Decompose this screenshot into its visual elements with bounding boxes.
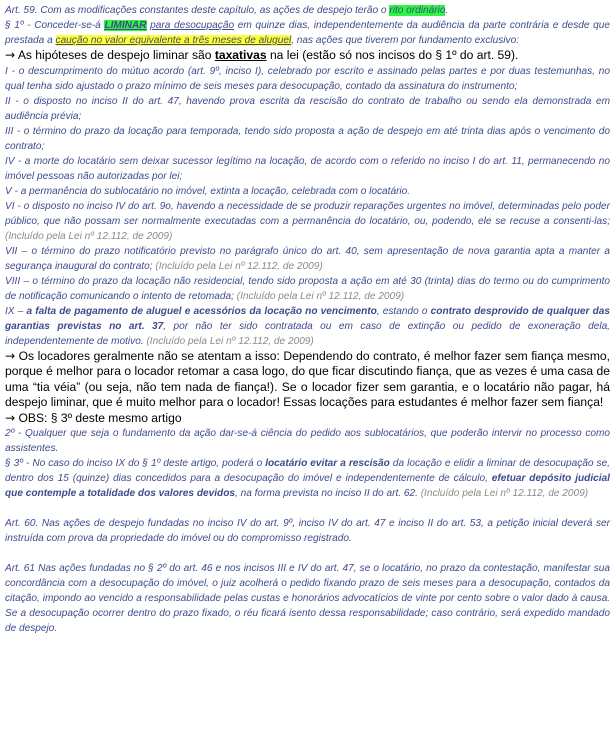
inciso-6-reference: (Incluído pela Lei nº 12.112, de 2009) xyxy=(5,230,173,242)
note2-text: Os locadores geralmente não se atentam a isso: Dependendo do contrato, é melhor fazer sem fiança mesmo, porque é melhor para o locador retomar a casa logo, do que ficar discutindo fiança, que as vezes é uma casa de uma “tia véia” (ou seja, não tem nada de fiança!). Se o locador fizer sem garantia, e o locatário não pagar, há despejo liminar, que é muito melhor para o locador! Essas locações para estudantes é melhor fazer sem fiança! xyxy=(5,348,610,409)
inciso-9-bold-2: contrato desprovido de qualquer das garantias previstas no art. 37 xyxy=(5,305,610,332)
inciso-1: I - o descumprimento do mútuo acordo (art. 9º, inciso I), celebrado por escrito e assinado pelas partes e por duas testemunhas, no qual tenha sido ajustado o prazo mínimo de seis meses para desocupação, contado da assinatura do instrumento; xyxy=(5,65,610,92)
inciso-8-reference: (Incluído pela Lei nº 12.112, de 2009) xyxy=(233,290,405,302)
highlight-rito-ordinario: rito ordinário xyxy=(389,5,446,16)
art60: Art. 60. Nas ações de despejo fundadas no inciso IV do art. 9º, inciso IV do art. 47 e inciso II do art. 53, a petição inicial deverá ser instruída com prova da propriedade do imóvel ou do compromisso registrado. xyxy=(5,518,610,544)
note-taxativas xyxy=(5,48,610,64)
inciso-4: IV - a morte do locatário sem deixar sucessor legítimo na locação, de acordo com o referido no inciso I do art. 11, permanecendo no imóvel pessoas não autorizadas por lei; xyxy=(5,155,610,182)
inciso-9-bold-1: a falta de pagamento de aluguel e acessórios da locação no vencimento xyxy=(26,305,377,317)
p1-underline-desocupacao: para desocupação xyxy=(150,20,235,31)
art59-paragraph-3 xyxy=(5,456,610,501)
note1-text: As hipóteses de despejo liminar são xyxy=(15,48,215,62)
note1-text-2: na lei (estão só nos incisos do § 1º do art. 59). xyxy=(266,48,519,62)
inciso-9-text-2: , por não ter sido contratada ou em caso de extinção ou pedido de exoneração dela, independentemente de motivo. xyxy=(5,320,610,347)
inciso-8-text: VIII – o término do prazo da locação não residencial, tendo sido proposta a ação em até 30 (trinta) dias do termo ou do cumprimento de notificação comunicando o intento de retomada; xyxy=(5,275,610,302)
note-locadores xyxy=(5,349,610,411)
p3-text-2: da locação e elidir a liminar de desocupação se, dentro dos 15 (quinze) dias concedidos para a desocupação do imóvel e independentemente de cálculo, xyxy=(5,458,610,484)
note3-text: OBS: § 3º deste mesmo artigo xyxy=(15,410,182,425)
inciso-8 xyxy=(5,274,610,304)
art59-paragraph-2: 2º - Qualquer que seja o fundamento da ação dar-se-á ciência do pedido aos sublocatários, que poderão intervir no processo como assistentes. xyxy=(5,428,610,454)
art59-paragraph-1 xyxy=(5,18,610,48)
art59-caput xyxy=(5,3,610,18)
arrow-right-icon: → xyxy=(5,410,16,425)
inciso-2: II - o disposto no inciso II do art. 47, havendo prova escrita da rescisão do contrato de trabalho ou sendo ela demonstrada em audiência prévia; xyxy=(5,95,610,122)
inciso-7 xyxy=(5,244,610,274)
p1-text-3: , nas ações que tiverem por fundamento exclusivo: xyxy=(291,35,519,46)
arrow-right-icon: → xyxy=(5,348,16,363)
inciso-9-text: , estando o xyxy=(376,305,431,317)
p3-text-3: , na forma prevista no inciso II do art. 62. xyxy=(234,488,418,499)
p1-text-2: em quinze dias, independentemente da audiência da parte contrária e desde que prestada a xyxy=(5,20,611,46)
highlight-liminar: LIMINAR xyxy=(104,20,147,31)
note1-taxativas: taxativas xyxy=(214,48,267,62)
note-obs xyxy=(5,411,610,427)
art59-caput-text: Art. 59. Com as modificações constantes deste capítulo, as ações de despejo terão o xyxy=(5,5,390,16)
spacer xyxy=(5,546,610,561)
p3-bold-2: efetuar depósito judicial que contemple a totalidade dos valores devidos xyxy=(5,473,610,499)
p1-text: § 1º - Conceder-se-á xyxy=(5,20,105,31)
inciso-5: V - a permanência do sublocatário no imóvel, extinta a locação, celebrada com o locatário. xyxy=(5,185,411,197)
art59-caput-end: . xyxy=(445,5,449,16)
p3-reference: (Incluído pela Lei nº 12.112, de 2009) xyxy=(417,488,589,499)
p3-bold-1: locatário evitar a rescisão xyxy=(265,458,390,469)
p3-text: § 3º - No caso do inciso IX do § 1º deste artigo, poderá o xyxy=(5,458,266,469)
inciso-9 xyxy=(5,304,610,349)
inciso-3: III - o término do prazo da locação para temporada, tendo sido proposta a ação de despejo em até trinta dias após o vencimento do contrato; xyxy=(5,125,610,152)
inciso-7-text: VII – o término do prazo notificatório previsto no parágrafo único do art. 40, sem apresentação de nova garantia apta a manter a segurança inaugural do contrato; xyxy=(5,245,610,272)
arrow-right-icon: → xyxy=(5,48,16,62)
highlight-caucao: caução xyxy=(55,35,89,46)
highlight-valor-caucao: no valor equivalente a três meses de aluguel xyxy=(88,35,292,46)
inciso-7-reference: (Incluído pela Lei nº 12.112, de 2009) xyxy=(152,260,323,272)
spacer xyxy=(5,501,610,516)
art61: Art. 61 Nas ações fundadas no § 2º do art. 46 e nos incisos III e IV do art. 47, se o locatário, no prazo da contestação, manifestar sua concordância com a desocupação do imóvel, o juiz acolherá o pedido fixando prazo de seis meses para a desocupação, contados da citação, impondo ao vencido a responsabilidade pelas custas e honorários advocatícios de vinte por cento sobre o valor dado à causa. Se a desocupação ocorrer dentro do prazo fixado, o réu ficará isento dessa responsabilidade; caso contrário, será expedido mandado de despejo. xyxy=(5,563,610,634)
inciso-9-number: IX – xyxy=(5,305,27,317)
inciso-6-text: VI - o disposto no inciso IV do art. 9o, havendo a necessidade de se produzir reparações urgentes no imóvel, determinadas pelo poder público, que não possam ser normalmente executadas com a permanência do locatário, ou, podendo, ele se recuse a consenti-las; xyxy=(5,200,610,227)
inciso-9-reference: (Incluído pela Lei nº 12.112, de 2009) xyxy=(143,335,314,347)
inciso-6 xyxy=(5,199,610,244)
